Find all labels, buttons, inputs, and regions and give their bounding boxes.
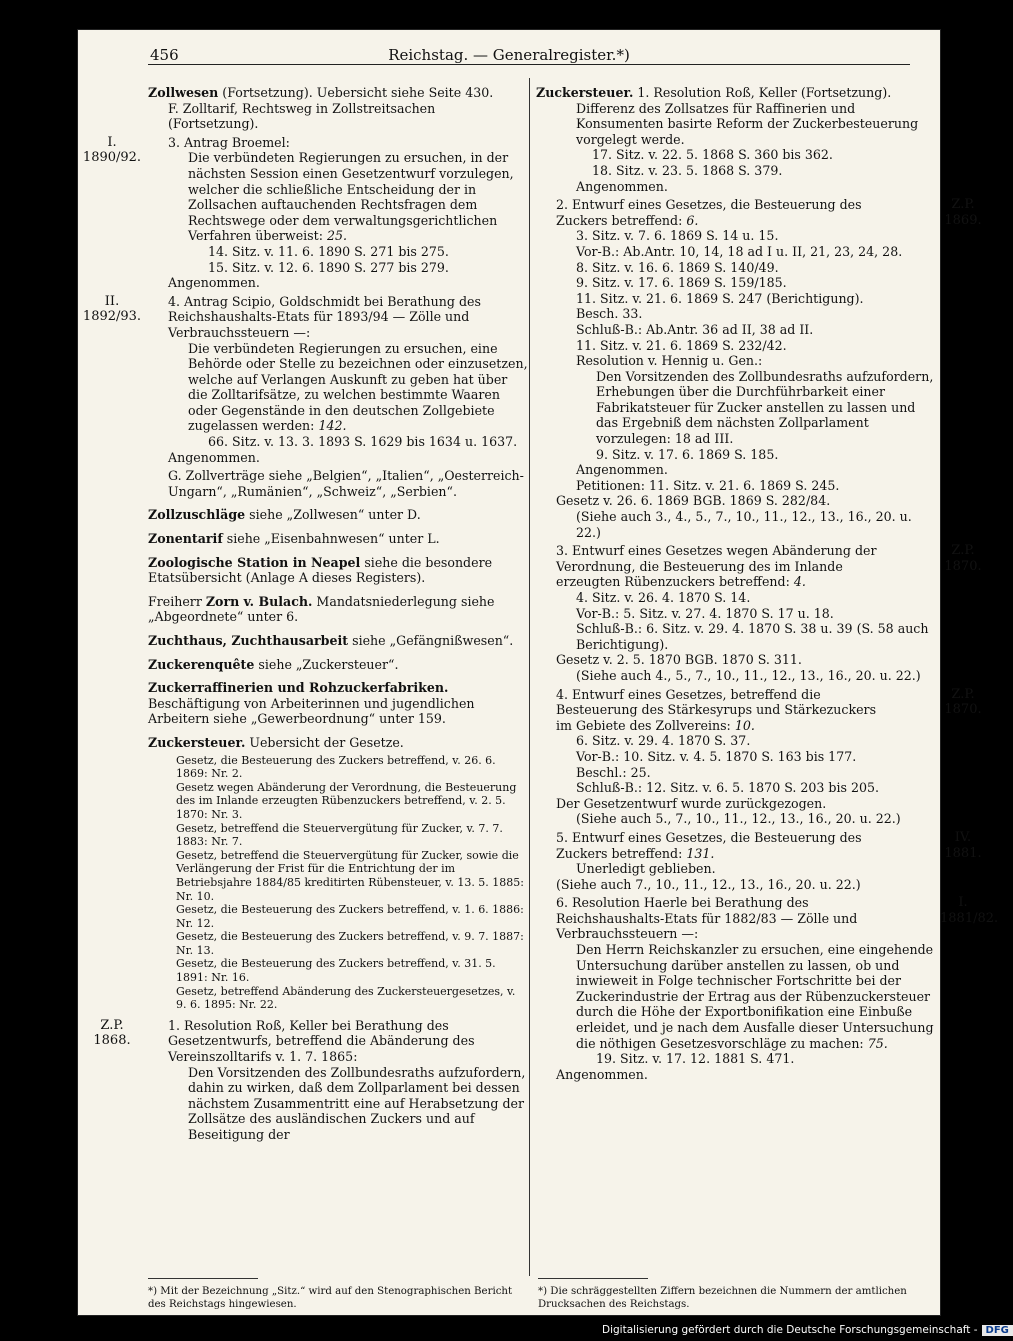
item-title: 6. Resolution Haerle bei Berathung des Reichshaushalts-Etats für 1882/83 — Zölle und Verbrauchssteuern —: [556,895,858,942]
result: Angenommen. [168,449,260,465]
petitions-ref: Petitionen: 11. Sitz. v. 21. 6. 1869 S. 245. [576,477,840,493]
funding-note [602,1324,1013,1336]
dfg-logo-icon: DFG [982,1325,1013,1336]
sitting-ref: 11. Sitz. v. 21. 6. 1869 S. 247 (Berichtigung). [576,290,864,306]
sub-resolution-text: Den Vorsitzenden des Zollbundesraths aufzufordern, Erhebungen über die Durchführbarkeit einer Fabrikatsteuer für Zucker anstellen zu lassen und das Ergebniß dem nächsten Zollparlament vorzulegen: 18 ad III. [596,368,934,447]
entry-head: Zollwesen [148,85,219,100]
session-marker: I. 1881/82. [940,895,999,926]
entry-head: Zonentarif [148,531,223,547]
entry-text: siehe „Zuckersteuer“. [258,656,399,672]
page-number: 456 [150,46,179,64]
funding-text: Digitalisierung gefördert durch die Deutsche Forschungsgemeinschaft - [602,1324,978,1336]
item-title: 5. Entwurf eines Gesetzes, die Besteuerung des Zuckers betreffend: [556,829,862,861]
see-also: (Siehe auch 3., 4., 5., 7., 10., 11., 12., 13., 16., 20. u. 22.) [576,509,912,540]
item-text: Die verbündeten Regierungen zu ersuchen, in der nächsten Session einen Gesetzentwurf vorzulegen, welcher die schließliche Entscheidung der in Zollsachen auftauchenden Rechtsfragen dem Rechtswege oder dem verwaltungsgerichtlichen Verfahren überweist: [188,150,514,244]
entry-zuckersteuer-cont [536,85,936,194]
section-F: F. Zolltarif, Rechtsweg in Zollstreitsachen (Fortsetzung). [168,100,436,132]
page-header [78,40,940,66]
law-ref: Gesetz v. 26. 6. 1869 BGB. 1869 S. 282/84. [556,493,831,509]
item-text: Die verbündeten Regierungen zu ersuchen, eine Behörde oder Stelle zu bezeichnen oder einzusetzen, welche auf Verlangen Auskunft zu geben hat über die Zolltarifsätze, zu welchen bestimmte Waaren oder Gegenstände in den deutschen Zollgebiete zugelassen werden: [188,340,528,434]
entry-text: siehe „Zollwesen“ unter D. [249,507,421,523]
entry-zorn-v-bulach [148,594,528,625]
result: Angenommen. [576,178,668,194]
footnote-right: *) Die schräggestellten Ziffern bezeichnen die Nummern der amtlichen Drucksachen des Reichstags. [538,1286,907,1310]
entry-text: (Fortsetzung). Uebersicht siehe Seite 430. [222,85,494,100]
see-also: (Siehe auch 7., 10., 11., 12., 13., 16., 20. u. 22.) [556,876,861,892]
see-also: (Siehe auch 4., 5., 7., 10., 11., 12., 13., 16., 20. u. 22.) [576,667,921,683]
header-rule [148,64,910,65]
item-antrag-scipio [82,293,528,466]
entry-head: Zollzuschläge [148,507,246,523]
result: Unerledigt geblieben. [576,861,716,877]
column-divider [529,78,530,1276]
entry-text: siehe „Eisenbahnwesen“ unter L. [226,531,440,547]
session-marker: Z.P. 1870. [944,686,982,718]
entry-head: Zoologische Station in Neapel [148,554,361,570]
sitting-ref: Vor-B.: Ab.Antr. 10, 14, 18 ad I u. II, 21, 23, 24, 28. [576,243,903,259]
item-title: 1. Resolution Roß, Keller bei Berathung des Gesetzentwurfs, betreffend die Abänderung des Vereinszolltarifs v. 1. 7. 1865: [168,1017,475,1065]
see-also: (Siehe auch 5., 7., 10., 11., 12., 13., 16., 20. u. 22.) [576,811,901,827]
law-overview-item: Gesetz, die Besteuerung des Zuckers betreffend, v. 1. 6. 1886: Nr. 12. [176,903,524,930]
footnote-rule-right [538,1278,648,1279]
law-overview-item: Gesetz, betreffend die Steuervergütung für Zucker, v. 7. 7. 1883: Nr. 7. [176,821,503,849]
item-entwurf-1870-a [536,543,982,683]
sitting-ref: 14. Sitz. v. 11. 6. 1890 S. 271 bis 275. [208,243,449,259]
entry-text: Mandatsniederlegung siehe „Abgeordnete“ unter 6. [148,593,495,625]
drucksache-ref: 75. [867,1035,888,1051]
item-entwurf-1870-b [536,686,982,827]
law-overview-item: Gesetz, die Besteuerung des Zuckers betreffend, v. 9. 7. 1887: Nr. 13. [176,930,524,957]
drucksache-ref: 10. [734,717,755,733]
session-marker: Z.P. 1868. [93,1017,131,1049]
entry-text: Uebersicht der Gesetze. [249,734,404,750]
session-marker: Z.P. 1870. [944,543,982,574]
drucksache-ref: 6. [686,212,699,228]
law-overview [148,754,528,1012]
sitting-ref: 6. Sitz. v. 29. 4. 1870 S. 37. [576,733,751,749]
law-ref: Gesetz v. 2. 5. 1870 BGB. 1870 S. 311. [556,652,802,668]
sitting-ref: 3. Sitz. v. 7. 6. 1869 S. 14 u. 15. [576,228,779,244]
item-antrag-broemel [82,134,528,291]
sitting-ref: 19. Sitz. v. 17. 12. 1881 S. 471. [596,1051,795,1067]
item-resolution-haerle [536,895,999,1082]
session-marker: IV. 1881. [944,829,982,861]
entry-prefix: Freiherr [148,593,202,609]
entry-text: siehe die besondere Etatsübersicht (Anlage A dieses Registers). [148,554,493,586]
entry-text: 1. Resolution Roß, Keller (Fortsetzung). [637,85,892,100]
sitting-ref: Schluß-B.: 12. Sitz. v. 6. 5. 1870 S. 203 bis 205. [576,780,880,796]
result: Der Gesetzentwurf wurde zurückgezogen. [556,795,827,811]
entry-head: Zuckersteuer. [536,85,634,100]
sitting-ref: Beschl.: 25. [576,764,651,780]
register-page [78,30,999,1315]
item-text: Differenz des Zollsatzes für Raffinerien und Konsumenten basirte Reform der Zuckerbesteuerung vorgelegt werde. [576,100,919,147]
law-overview-item: Gesetz, betreffend die Steuervergütung für Zucker, sowie die Verlängerung der Frist für die Entrichtung der im Betriebsjahre 1884/85 kreditirten Rübensteuer, v. 13. 5. 1885: Nr. 10. [176,848,524,903]
sitting-ref: Schluß-B.: Ab.Antr. 36 ad II, 38 ad II. [576,321,814,337]
item-text: Den Herrn Reichskanzler zu ersuchen, eine eingehende Untersuchung darüber anstellen zu lassen, ob und inwieweit in Folge technischer Fortschritte bei der Zuckerindustrie der Ertrag aus der Rübenzuckersteuer durch die Höhe der Exportbonifikation eine Einbuße erleidet, und je nach dem Ausfalle dieser Untersuchung die nöthigen Gesetzesvorschläge zu machen: [576,942,934,1051]
session-marker: Z.P. 1869. [944,197,982,228]
sitting-ref: 17. Sitz. v. 22. 5. 1868 S. 360 bis 362. [592,147,833,163]
item-entwurf-1869 [536,197,982,540]
session-marker: I. 1890/92. [82,134,142,166]
sitting-ref: Schluß-B.: 6. Sitz. v. 29. 4. 1870 S. 38 u. 39 (S. 58 auch Berichtigung). [576,621,929,652]
left-column [82,85,528,1146]
sitting-ref: Besch. 33. [576,306,643,322]
result: Angenommen. [168,275,260,291]
entry-head: Zorn v. Bulach. [205,593,313,609]
section-G: G. Zollverträge siehe „Belgien“, „Italien“, „Oesterreich-Ungarn“, „Rumänien“, „Schweiz“, „Serbien“. [168,468,524,499]
session-marker: II. 1892/93. [82,293,142,325]
entry-zuckersteuer [148,735,528,751]
sitting-ref: 4. Sitz. v. 26. 4. 1870 S. 14. [576,590,751,605]
entry-head: Zuchthaus, Zuchthausarbeit [148,633,349,648]
item-title: 3. Antrag Broemel: [168,134,290,150]
drucksache-ref: 25. [326,228,347,244]
item-title: 4. Entwurf eines Gesetzes, betreffend die Besteuerung des Stärkesyrups und Stärkezuckers im Gebiete des Zollvereins: [556,686,877,733]
sitting-ref: 11. Sitz. v. 21. 6. 1869 S. 232/42. [576,337,787,353]
running-title: Reichstag. — Generalregister.*) [388,46,630,64]
entry-zuckerenquete [148,657,528,673]
entry-head: Zuckerenquête [148,656,255,672]
item-entwurf-1881 [536,829,982,892]
entry-head: Zuckersteuer. [148,734,246,750]
sitting-ref: Vor-B.: 5. Sitz. v. 27. 4. 1870 S. 17 u. 18. [576,605,834,621]
item-title: 3. Entwurf eines Gesetzes wegen Abänderung der Verordnung, die Besteuerung des im Inlande erzeugten Rübenzuckers betreffend: [556,543,877,590]
entry-zollwesen [148,85,528,132]
sitting-ref: 15. Sitz. v. 12. 6. 1890 S. 277 bis 279. [208,259,449,275]
footnote-rule-left [148,1278,258,1279]
sitting-ref: 8. Sitz. v. 16. 6. 1869 S. 140/49. [576,259,779,275]
law-overview-item: Gesetz, die Besteuerung des Zuckers betreffend, v. 31. 5. 1891: Nr. 16. [176,957,496,985]
item-resolution-ross [93,1017,528,1143]
sitting-ref: 9. Sitz. v. 17. 6. 1869 S. 185. [596,446,779,462]
footnote-left: *) Mit der Bezeichnung „Sitz.“ wird auf den Stenographischen Bericht des Reichstags hingewiesen. [148,1286,513,1310]
drucksache-ref: 131. [686,845,715,861]
item-text: Den Vorsitzenden des Zollbundesraths aufzufordern, dahin zu wirken, daß dem Zollparlament bei dessen nächstem Zusammentritt eine auf Herabsetzung der Zollsätze des ausländischen Zuckers und auf Beseitigung der [188,1064,526,1142]
right-column [536,85,999,1085]
law-overview-item: Gesetz wegen Abänderung der Verordnung, die Besteuerung des im Inlande erzeugten Rübenzuckers betreffend, v. 2. 5. 1870: Nr. 3. [176,780,517,821]
drucksache-ref: 142. [318,418,347,434]
entry-head: Zuckerraffinerien und Rohzuckerfabriken. [148,680,449,696]
law-overview-item: Gesetz, betreffend Abänderung des Zuckersteuergesetzes, v. 9. 6. 1895: Nr. 22. [176,984,516,1012]
entry-zuckerraffinerien [148,680,528,727]
sub-resolution-title: Resolution v. Hennig u. Gen.: [576,353,763,369]
entry-zuchthaus [148,633,528,649]
entry-zoologische-station [148,555,528,586]
sitting-ref: 18. Sitz. v. 23. 5. 1868 S. 379. [592,162,783,178]
item-title: 4. Antrag Scipio, Goldschmidt bei Berathung des Reichshaushalts-Etats für 1893/94 — Zölle und Verbrauchssteuern —: [168,293,481,340]
entry-text: siehe „Gefängnißwesen“. [352,633,514,648]
sitting-ref: 9. Sitz. v. 17. 6. 1869 S. 159/185. [576,275,787,291]
entry-zollzuschlaege [148,507,528,523]
law-overview-item: Gesetz, die Besteuerung des Zuckers betreffend, v. 26. 6. 1869: Nr. 2. [176,753,496,781]
item-title: 2. Entwurf eines Gesetzes, die Besteuerung des Zuckers betreffend: [556,197,862,228]
entry-text: Beschäftigung von Arbeiterinnen und jugendlichen Arbeitern siehe „Gewerbeordnung“ unter 159. [148,695,475,727]
result: Angenommen. [576,462,668,478]
entry-zonentarif [148,531,528,547]
drucksache-ref: 4. [793,574,806,590]
sitting-ref: Vor-B.: 10. Sitz. v. 4. 5. 1870 S. 163 bis 177. [576,748,857,764]
sitting-ref: 66. Sitz. v. 13. 3. 1893 S. 1629 bis 1634 u. 1637. [208,434,518,450]
result: Angenommen. [556,1066,648,1082]
